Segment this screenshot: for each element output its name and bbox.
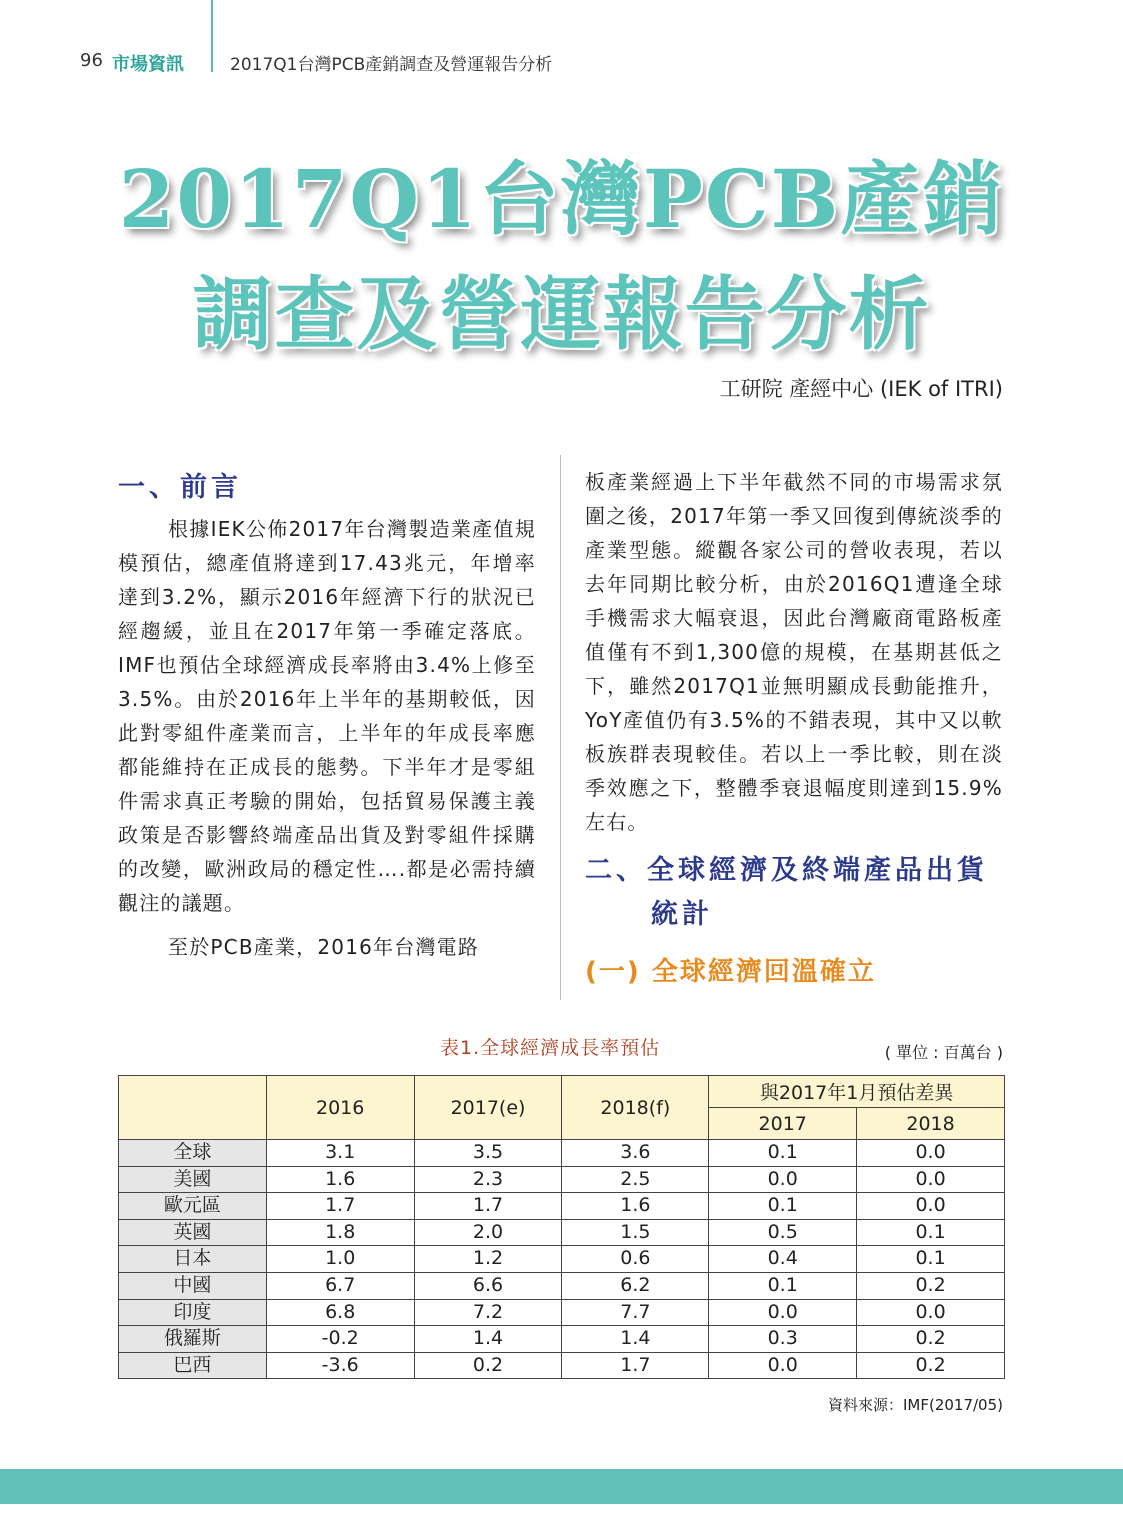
- table-row: [119, 1166, 1005, 1193]
- table-cell: 0.1: [857, 1219, 1005, 1246]
- row-header: 美國: [119, 1166, 267, 1193]
- section2-subheading: (一) 全球經濟回溫確立: [585, 957, 876, 987]
- table-cell: 0.2: [857, 1272, 1005, 1299]
- table-cell: 0.1: [709, 1140, 857, 1167]
- section2-heading: 二、全球經濟及終端產品出貨統計: [585, 855, 988, 930]
- table-cell: 7.7: [562, 1299, 709, 1326]
- table-cell: 3.6: [562, 1140, 709, 1167]
- author: 工研院 產經中心 (IEK of ITRI): [719, 377, 1003, 401]
- row-header: 俄羅斯: [119, 1326, 267, 1353]
- section1-paragraph1: 根據IEK公佈2017年台灣製造業產值規模預估，總產值將達到17.43兆元，年增率達到3.2%，顯示2016年經濟下行的狀況已經趨緩，並且在2017年第一季確定落底。IMF也預估全球經濟成長率將由3.4%上修至3.5%。由於2016年上半年的基期較低，因此對零組件產業而言，上半年的年成長率應都能維持在正成長的態勢。下半年才是零組件需求真正考驗的開始，包括貿易保護主義政策是否影響終端產品出貨及對零組件採購的改變，歐洲政局的穩定性….都是必需持續觀注的議題。: [118, 517, 536, 915]
- table-cell: 2.3: [414, 1166, 562, 1193]
- table-cell: 1.4: [562, 1326, 709, 1353]
- table-row: [119, 1352, 1005, 1379]
- header-divider: [211, 0, 213, 72]
- table-cell: 2.0: [414, 1219, 562, 1246]
- table-caption: 表1.全球經濟成長率預估: [440, 1037, 661, 1059]
- table-cell: 6.7: [266, 1272, 414, 1299]
- table-row: [119, 1219, 1005, 1246]
- table-cell: 7.2: [414, 1299, 562, 1326]
- table-cell: 1.7: [414, 1193, 562, 1220]
- row-header: 中國: [119, 1272, 267, 1299]
- article-title-line1: 2017Q1台灣PCB產銷: [118, 152, 1005, 246]
- table-cell: 1.2: [414, 1246, 562, 1273]
- table-cell: 0.1: [709, 1193, 857, 1220]
- article-title-line2: 調查及營運報告分析: [192, 267, 931, 361]
- table-cell: 0.0: [709, 1352, 857, 1379]
- section1-heading: 一、前言: [118, 472, 242, 503]
- section1-paragraph2-continued: 板產業經過上下半年截然不同的市場需求氛圍之後，2017年第一季又回復到傳統淡季的產業型態。縱觀各家公司的營收表現，若以去年同期比較分析，由於2016Q1遭逢全球手機需求大幅衰退，因此台灣廠商電路板產值僅有不到1,300億的規模，在基期甚低之下，雖然2017Q1並無明顯成長動能推升，YoY產值仍有3.5%的不錯表現，其中又以軟板族群表現較佳。若以上一季比較，則在淡季效應之下，整體季衰退幅度則達到15.9%左右。: [585, 470, 1003, 834]
- table-cell: 0.3: [709, 1326, 857, 1353]
- table-cell: 0.0: [857, 1166, 1005, 1193]
- table-header-2018f: 2018(f): [562, 1076, 709, 1140]
- table-header-corner: [119, 1076, 267, 1140]
- footer-band: [0, 1469, 1123, 1504]
- table-cell: 6.8: [266, 1299, 414, 1326]
- table-cell: 1.8: [266, 1219, 414, 1246]
- table-cell: 0.6: [562, 1246, 709, 1273]
- table-header-2016: 2016: [266, 1076, 414, 1140]
- table-cell: 2.5: [562, 1166, 709, 1193]
- table-row: [119, 1272, 1005, 1299]
- table-row: [119, 1193, 1005, 1220]
- table-header-diff-2018: 2018: [857, 1108, 1005, 1140]
- page-number: 96: [80, 50, 103, 71]
- table-header-diff-2017: 2017: [709, 1108, 857, 1140]
- table-cell: 3.5: [414, 1140, 562, 1167]
- table-cell: 1.0: [266, 1246, 414, 1273]
- table-header-2017e: 2017(e): [414, 1076, 562, 1140]
- table-source: 資料來源：IMF(2017/05): [827, 1396, 1003, 1414]
- table-cell: 1.6: [266, 1166, 414, 1193]
- table-cell: 0.5: [709, 1219, 857, 1246]
- table-cell: 0.4: [709, 1246, 857, 1273]
- table-header-diff-group: 與2017年1月預估差異: [709, 1076, 1005, 1108]
- table-cell: 1.7: [562, 1352, 709, 1379]
- right-column: [585, 465, 1003, 988]
- table-cell: 0.0: [857, 1299, 1005, 1326]
- column-divider: [560, 455, 561, 1000]
- table-cell: 1.6: [562, 1193, 709, 1220]
- row-header: 歐元區: [119, 1193, 267, 1220]
- table-cell: 0.0: [857, 1140, 1005, 1167]
- table-row: [119, 1246, 1005, 1273]
- table-cell: -3.6: [266, 1352, 414, 1379]
- table-cell: 6.2: [562, 1272, 709, 1299]
- table-cell: 0.2: [857, 1326, 1005, 1353]
- running-title: 2017Q1台灣PCB產銷調查及營運報告分析: [230, 55, 553, 75]
- table-cell: 0.1: [857, 1246, 1005, 1273]
- table-cell: 1.4: [414, 1326, 562, 1353]
- table-cell: 0.0: [709, 1166, 857, 1193]
- section-label: 市場資訊: [112, 54, 184, 75]
- growth-forecast-table: [118, 1075, 1005, 1379]
- table-cell: 0.2: [857, 1352, 1005, 1379]
- table-cell: 1.5: [562, 1219, 709, 1246]
- table-cell: -0.2: [266, 1326, 414, 1353]
- row-header: 英國: [119, 1219, 267, 1246]
- table-cell: 3.1: [266, 1140, 414, 1167]
- row-header: 巴西: [119, 1352, 267, 1379]
- table-cell: 1.7: [266, 1193, 414, 1220]
- table-cell: 0.0: [857, 1193, 1005, 1220]
- table-row: [119, 1140, 1005, 1167]
- table-cell: 0.0: [709, 1299, 857, 1326]
- table-row: [119, 1326, 1005, 1353]
- row-header: 印度: [119, 1299, 267, 1326]
- section1-paragraph2-start: 至於PCB產業，2016年台灣電路: [168, 935, 480, 959]
- table-cell: 0.1: [709, 1272, 857, 1299]
- table-unit: ( 單位 : 百萬台 ): [884, 1043, 1003, 1062]
- row-header: 日本: [119, 1246, 267, 1273]
- table-cell: 6.6: [414, 1272, 562, 1299]
- table-row: [119, 1299, 1005, 1326]
- table-cell: 0.2: [414, 1352, 562, 1379]
- left-column: [118, 465, 536, 964]
- row-header: 全球: [119, 1140, 267, 1167]
